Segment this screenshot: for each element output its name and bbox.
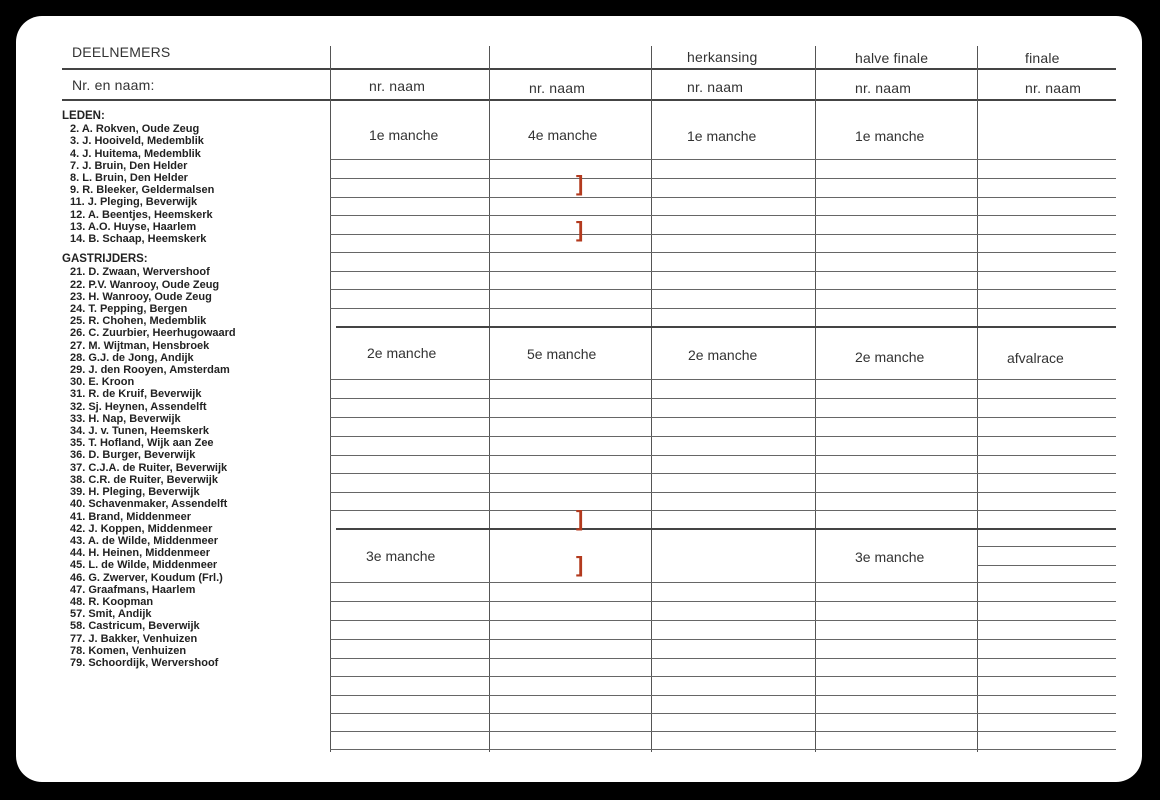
- nr-naam-col-2: nr. naam: [529, 80, 586, 96]
- participant-entry: 32. Sj. Heynen, Assendelft: [70, 400, 207, 413]
- participant-entry: 2. A. Rokven, Oude Zeug: [70, 123, 200, 136]
- block3-row-line: [330, 731, 1116, 732]
- participant-entry: 42. J. Koppen, Middenmeer: [70, 522, 213, 535]
- block1-row-line: [330, 234, 1116, 235]
- participant-entry: 34. J. v. Tunen, Heemskerk: [70, 425, 209, 438]
- finale-extra-line: [977, 546, 1116, 547]
- nr-naam-col-1: nr. naam: [369, 78, 426, 94]
- participant-entry: 40. Schavenmaker, Assendelft: [70, 498, 228, 511]
- participant-entry: 35. T. Hofland, Wijk aan Zee: [70, 437, 214, 450]
- block2-row-line: [330, 417, 1116, 418]
- col-divider-2: [489, 46, 490, 752]
- block2-row-line: [330, 436, 1116, 437]
- block2-col5-label: afvalrace: [1007, 350, 1064, 366]
- participant-entry: 21. D. Zwaan, Wervershoof: [70, 266, 210, 279]
- gastrijders-heading: GASTRIJDERS:: [62, 253, 148, 266]
- staple-mark: ]: [576, 506, 584, 531]
- finale-extra-line: [977, 565, 1116, 566]
- participant-entry: 79. Schoordijk, Wervershoof: [70, 656, 219, 669]
- participant-entry: 24. T. Pepping, Bergen: [70, 303, 188, 316]
- block1-row-line: [330, 289, 1116, 290]
- participant-entry: 14. B. Schaap, Heemskerk: [70, 233, 207, 246]
- participant-entry: 48. R. Koopman: [70, 595, 154, 608]
- col-divider-4: [815, 46, 816, 752]
- participant-entry: 45. L. de Wilde, Middenmeer: [70, 559, 218, 572]
- block1-row-line: [330, 197, 1116, 198]
- participant-entry: 57. Smit, Andijk: [70, 608, 152, 621]
- block2-col4-label: 2e manche: [855, 349, 925, 365]
- block3-row-line: [330, 658, 1116, 659]
- block3-row-line: [330, 713, 1116, 714]
- participant-entry: 44. H. Heinen, Middenmeer: [70, 547, 210, 560]
- staple-mark: ]: [576, 217, 584, 242]
- block3-col4-label: 3e manche: [855, 549, 925, 565]
- leden-list: [62, 123, 332, 245]
- participant-entry: 29. J. den Rooyen, Amsterdam: [70, 364, 230, 377]
- participant-entry: 31. R. de Kruif, Beverwijk: [70, 388, 202, 401]
- participant-entry: 30. E. Kroon: [70, 376, 135, 389]
- participant-entry: 4. J. Huitema, Medemblik: [70, 147, 201, 160]
- col-title-4: halve finale: [855, 50, 929, 66]
- header-line-bottom: [62, 99, 1116, 101]
- participant-entry: 9. R. Bleeker, Geldermalsen: [70, 184, 215, 197]
- block3-row-line: [330, 601, 1116, 602]
- participant-entry: 3. J. Hooiveld, Medemblik: [70, 135, 204, 148]
- participant-entry: 41. Brand, Middenmeer: [70, 510, 192, 523]
- block1-bottom-line: [336, 326, 1116, 328]
- block1-col2-label: 4e manche: [528, 127, 598, 143]
- staple-mark: ]: [576, 171, 584, 196]
- participant-entry: 26. C. Zuurbier, Heerhugowaard: [70, 327, 236, 340]
- block1-row-line: [330, 178, 1116, 179]
- participant-entry: 37. C.J.A. de Ruiter, Beverwijk: [70, 461, 228, 474]
- participant-entry: 25. R. Chohen, Medemblik: [70, 315, 207, 328]
- participant-entry: 78. Komen, Venhuizen: [70, 644, 187, 657]
- block2-row-line: [330, 398, 1116, 399]
- participant-entry: 8. L. Bruin, Den Helder: [70, 172, 188, 185]
- participant-entry: 47. Graafmans, Haarlem: [70, 583, 196, 596]
- block2-col1-label: 2e manche: [367, 345, 437, 361]
- participant-entry: 46. G. Zwerver, Koudum (Frl.): [70, 571, 223, 584]
- leden-heading: LEDEN:: [62, 110, 105, 122]
- gastrijders-list: [62, 266, 332, 669]
- block2-bottom-line: [336, 528, 1116, 530]
- block1-row-line: [330, 252, 1116, 253]
- block2-row-line: [330, 455, 1116, 456]
- block3-row-line: [330, 582, 1116, 583]
- participant-entry: 28. G.J. de Jong, Andijk: [70, 351, 194, 364]
- form-page: [16, 16, 1142, 782]
- participant-entry: 23. H. Wanrooy, Oude Zeug: [70, 290, 212, 303]
- block1-row-line: [330, 159, 1116, 160]
- block3-row-line: [330, 676, 1116, 677]
- block3-row-line: [330, 749, 1116, 750]
- participant-entry: 12. A. Beentjes, Heemskerk: [70, 208, 213, 221]
- participant-entry: 77. J. Bakker, Venhuizen: [70, 632, 198, 645]
- block1-row-line: [330, 215, 1116, 216]
- participant-entry: 13. A.O. Huyse, Haarlem: [70, 220, 197, 233]
- participant-entry: 33. H. Nap, Beverwijk: [70, 412, 181, 425]
- block1-col3-label: 1e manche: [687, 128, 757, 144]
- block2-row-line: [330, 492, 1116, 493]
- block3-col1-label: 3e manche: [366, 548, 436, 564]
- block3-row-line: [330, 695, 1116, 696]
- deelnemers-heading: DEELNEMERS: [72, 44, 171, 60]
- nr-en-naam-label: Nr. en naam:: [72, 77, 155, 93]
- col-divider-5: [977, 46, 978, 752]
- block2-row-line: [330, 379, 1116, 380]
- participant-entry: 39. H. Pleging, Beverwijk: [70, 486, 200, 499]
- participant-entry: 11. J. Pleging, Beverwijk: [70, 196, 198, 209]
- participant-entry: 22. P.V. Wanrooy, Oude Zeug: [70, 278, 220, 291]
- block1-row-line: [330, 271, 1116, 272]
- block1-col1-label: 1e manche: [369, 127, 439, 143]
- participant-entry: 7. J. Bruin, Den Helder: [70, 159, 188, 172]
- col-title-3: herkansing: [687, 49, 758, 65]
- participant-entry: 58. Castricum, Beverwijk: [70, 620, 200, 633]
- participant-entry: 27. M. Wijtman, Hensbroek: [70, 339, 210, 352]
- staple-mark: ]: [576, 552, 584, 577]
- header-line-top: [62, 68, 1116, 70]
- block3-row-line: [330, 620, 1116, 621]
- nr-naam-col-3: nr. naam: [687, 79, 744, 95]
- participant-entry: 38. C.R. de Ruiter, Beverwijk: [70, 473, 218, 486]
- participant-entry: 43. A. de Wilde, Middenmeer: [70, 534, 219, 547]
- participant-entry: 36. D. Burger, Beverwijk: [70, 449, 196, 462]
- block1-row-line: [330, 308, 1116, 309]
- block2-col3-label: 2e manche: [688, 347, 758, 363]
- col-divider-3: [651, 46, 652, 752]
- col-title-5: finale: [1025, 50, 1060, 66]
- block2-row-line: [330, 510, 1116, 511]
- participants-list: [62, 110, 332, 669]
- block3-row-line: [330, 639, 1116, 640]
- block2-col2-label: 5e manche: [527, 346, 597, 362]
- block2-row-line: [330, 473, 1116, 474]
- block1-col4-label: 1e manche: [855, 128, 925, 144]
- nr-naam-col-4: nr. naam: [855, 80, 912, 96]
- nr-naam-col-5: nr. naam: [1025, 80, 1082, 96]
